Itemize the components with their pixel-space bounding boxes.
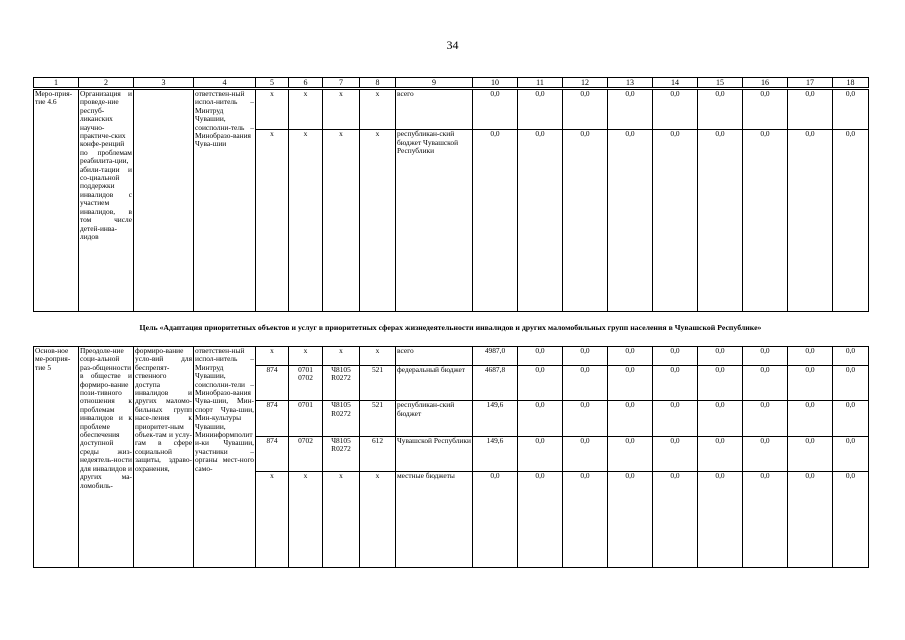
value-cell: 4687,8 (473, 365, 518, 400)
value-cell: 0,0 (833, 436, 869, 471)
value-cell: 0,0 (608, 401, 653, 436)
code-cell: x (360, 472, 396, 568)
description-cell-c2: Преодоле-ние соци-альной раз-общенности в обществе и формиро-вание пози-тивного отношения к проблемам инвалидов и к проблеме обеспечения доступной среды жиз-недеятель-ности для инвалидов и других ма-ломобиль- (79, 347, 134, 568)
value-cell: 4987,0 (473, 347, 518, 366)
header-cell: 17 (788, 78, 833, 88)
value-cell: 0,0 (743, 436, 788, 471)
value-cell: 0,0 (653, 90, 698, 130)
code-cell: x (289, 130, 323, 312)
code-cell: 874 (256, 436, 289, 471)
value-cell: 0,0 (788, 130, 833, 312)
code-cell: 874 (256, 365, 289, 400)
source-cell: республикан-ский бюджет (396, 401, 473, 436)
value-cell: 0,0 (788, 436, 833, 471)
value-cell: 0,0 (788, 90, 833, 130)
code-cell: 0702 (289, 436, 323, 471)
value-cell: 0,0 (473, 472, 518, 568)
value-cell: 0,0 (608, 130, 653, 312)
value-cell: 0,0 (518, 401, 563, 436)
description-cell-c2: Организация и проведе-ние респуб-ликанских научно-практиче-ских конфе-ренций по проблемам реабилита-ции, абили-тации и со-циальной поддержки инвалидов с участием инвалидов, в том числе детей-инва-лидов (79, 90, 134, 312)
table-row (34, 90, 869, 130)
value-cell: 0,0 (608, 347, 653, 366)
value-cell: 0,0 (743, 130, 788, 312)
goal-heading: Цель «Адаптация приоритетных объектов и услуг в приоритетных сферах жизнедеятельности инвалидов и других маломобильных групп населения в Чувашской Республике» (139, 323, 762, 332)
table-row (34, 347, 869, 366)
value-cell: 0,0 (743, 347, 788, 366)
value-cell: 0,0 (518, 365, 563, 400)
value-cell: 149,6 (473, 401, 518, 436)
value-cell: 0,0 (788, 365, 833, 400)
value-cell: 0,0 (833, 347, 869, 366)
value-cell: 0,0 (653, 347, 698, 366)
code-cell: x (256, 347, 289, 366)
header-cell: 18 (833, 78, 869, 88)
code-cell: x (360, 90, 396, 130)
header-cell: 7 (323, 78, 360, 88)
code-cell: x (360, 130, 396, 312)
code-cell: x (256, 130, 289, 312)
value-cell: 0,0 (608, 90, 653, 130)
value-cell: 0,0 (473, 90, 518, 130)
value-cell: 0,0 (743, 472, 788, 568)
value-cell: 0,0 (518, 90, 563, 130)
page-number: 34 (446, 38, 459, 52)
code-cell: x (289, 90, 323, 130)
description-cell-c4: ответствен-ный испол-нитель – Минтруд Чувашии, соисполни-тель – Минобразо-вания Чува-шии (194, 90, 256, 312)
header-cell: 2 (79, 78, 134, 88)
code-cell: 521 (360, 365, 396, 400)
code-cell: x (360, 347, 396, 366)
description-cell-c3: формиро-вание усло-вий для беспрепят-ственного доступа инвалидов и других маломо-бильных групп насе-ления к приоритет-ным объек-там и услу-гам в сфере социальной защиты, здраво-охранения, (134, 347, 194, 568)
value-cell: 0,0 (563, 347, 608, 366)
description-cell-c3 (134, 90, 194, 312)
value-cell: 0,0 (698, 90, 743, 130)
code-cell: Ч8105 R0272 (323, 401, 360, 436)
source-cell: республикан-ский бюджет Чувашской Республики (396, 130, 473, 312)
value-cell: 0,0 (833, 365, 869, 400)
header-cell: 14 (653, 78, 698, 88)
header-cell: 8 (360, 78, 396, 88)
value-cell: 0,0 (833, 401, 869, 436)
description-cell-c1: Меро-прия-тие 4.6 (34, 90, 79, 312)
code-cell: x (323, 130, 360, 312)
header-cell: 4 (194, 78, 256, 88)
header-cell: 16 (743, 78, 788, 88)
value-cell: 0,0 (608, 436, 653, 471)
value-cell: 0,0 (788, 401, 833, 436)
value-cell: 0,0 (743, 90, 788, 130)
value-cell: 149,6 (473, 436, 518, 471)
value-cell: 0,0 (698, 130, 743, 312)
value-cell: 0,0 (698, 472, 743, 568)
source-cell: всего (396, 347, 473, 366)
source-cell: местные бюджеты (396, 472, 473, 568)
source-cell: всего (396, 90, 473, 130)
code-cell: Ч8105 R0272 (323, 365, 360, 400)
header-cell: 6 (289, 78, 323, 88)
code-cell: 0701 0702 (289, 365, 323, 400)
description-cell-c1: Основ-ное ме-роприя-тие 5 (34, 347, 79, 568)
code-cell: x (289, 472, 323, 568)
value-cell: 0,0 (518, 472, 563, 568)
value-cell: 0,0 (698, 347, 743, 366)
value-cell: 0,0 (698, 436, 743, 471)
code-cell: x (256, 90, 289, 130)
column-header-table (33, 77, 869, 88)
header-cell: 12 (563, 78, 608, 88)
header-cell: 13 (608, 78, 653, 88)
value-cell: 0,0 (608, 365, 653, 400)
code-cell: Ч8105 R0272 (323, 436, 360, 471)
value-cell: 0,0 (653, 130, 698, 312)
source-cell: федеральный бюджет (396, 365, 473, 400)
value-cell: 0,0 (563, 90, 608, 130)
value-cell: 0,0 (788, 472, 833, 568)
measure-4-6-table (33, 89, 869, 312)
code-cell: x (256, 472, 289, 568)
header-row (34, 78, 869, 88)
header-cell: 10 (473, 78, 518, 88)
value-cell: 0,0 (698, 365, 743, 400)
value-cell: 0,0 (653, 436, 698, 471)
header-cell: 3 (134, 78, 194, 88)
main-measure-5-table (33, 346, 869, 568)
value-cell: 0,0 (833, 472, 869, 568)
value-cell: 0,0 (788, 347, 833, 366)
header-cell: 11 (518, 78, 563, 88)
value-cell: 0,0 (563, 130, 608, 312)
header-cell: 1 (34, 78, 79, 88)
code-cell: x (323, 472, 360, 568)
value-cell: 0,0 (563, 472, 608, 568)
value-cell: 0,0 (608, 472, 653, 568)
value-cell: 0,0 (698, 401, 743, 436)
value-cell: 0,0 (653, 401, 698, 436)
header-cell: 9 (396, 78, 473, 88)
value-cell: 0,0 (563, 401, 608, 436)
code-cell: x (289, 347, 323, 366)
code-cell: x (323, 347, 360, 366)
code-cell: 612 (360, 436, 396, 471)
source-cell: Чувашской Республики (396, 436, 473, 471)
value-cell: 0,0 (743, 401, 788, 436)
value-cell: 0,0 (563, 436, 608, 471)
value-cell: 0,0 (518, 130, 563, 312)
value-cell: 0,0 (653, 472, 698, 568)
value-cell: 0,0 (653, 365, 698, 400)
value-cell: 0,0 (833, 130, 869, 312)
header-cell: 15 (698, 78, 743, 88)
code-cell: 0701 (289, 401, 323, 436)
description-cell-c4: ответствен-ный испол-нитель – Минтруд Чувашии, соисполни-тели – Минобразо-вания Чува-шии, Мин-спорт Чува-шии, Мин-культуры Чувашии, Мининформполити-ки Чувашии, участники – органы мест-ного само- (194, 347, 256, 568)
value-cell: 0,0 (473, 130, 518, 312)
value-cell: 0,0 (563, 365, 608, 400)
value-cell: 0,0 (518, 347, 563, 366)
header-cell: 5 (256, 78, 289, 88)
value-cell: 0,0 (518, 436, 563, 471)
code-cell: x (323, 90, 360, 130)
value-cell: 0,0 (833, 90, 869, 130)
code-cell: 521 (360, 401, 396, 436)
code-cell: 874 (256, 401, 289, 436)
value-cell: 0,0 (743, 365, 788, 400)
